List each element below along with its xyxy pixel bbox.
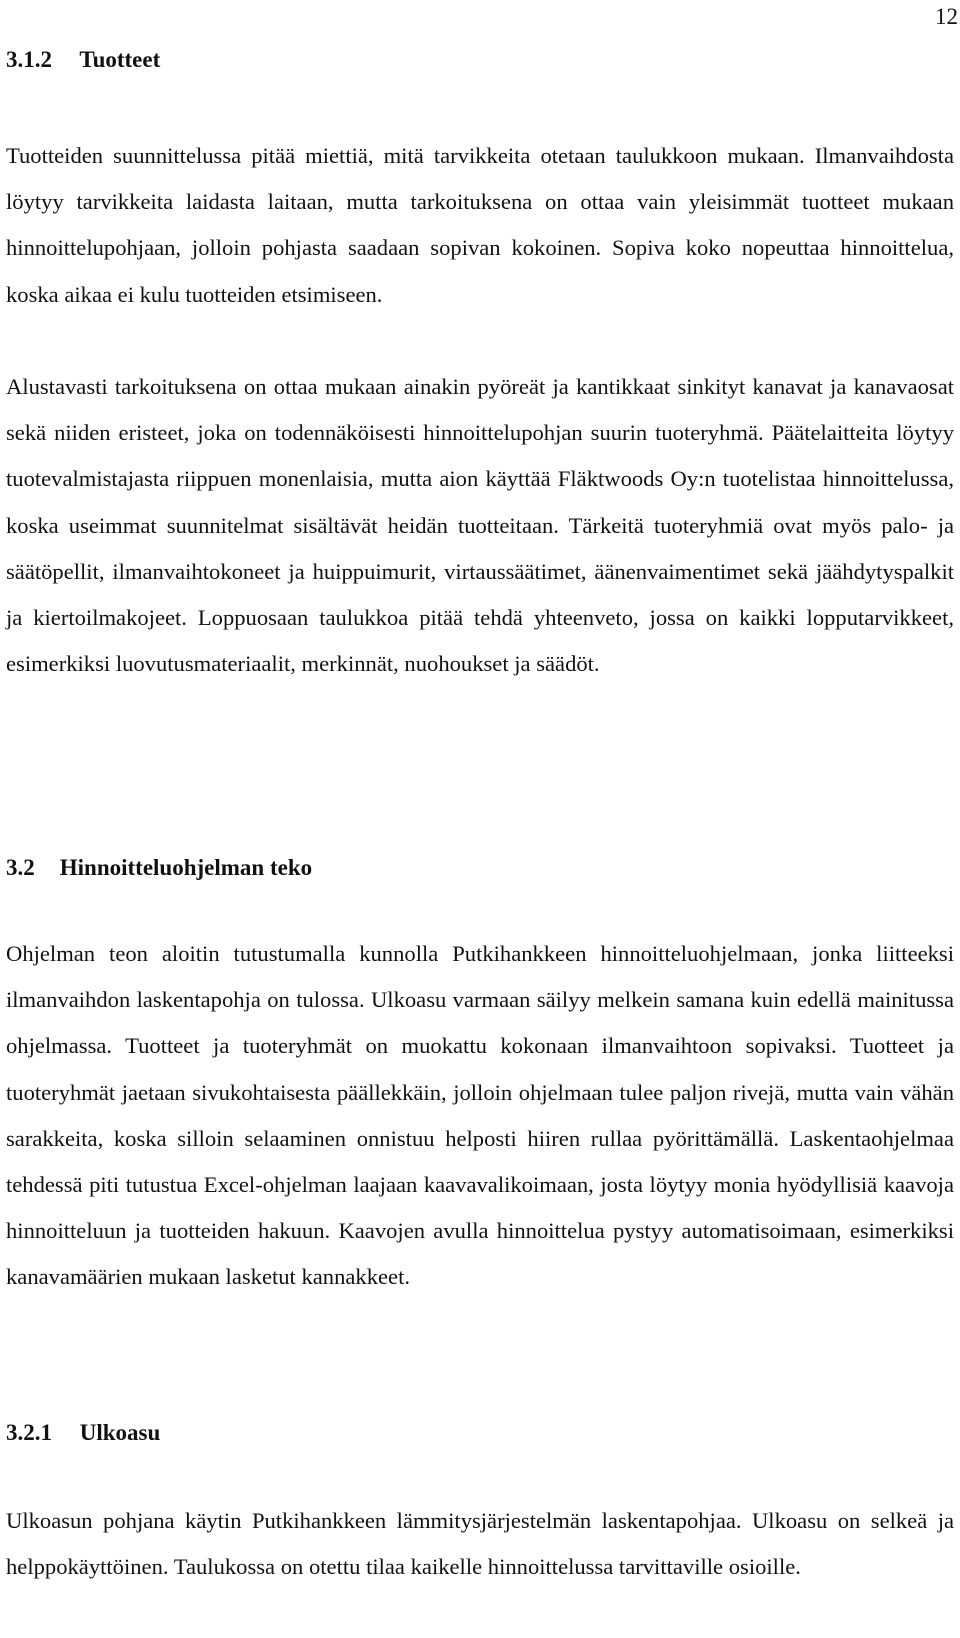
paragraph-tuotteet-2: Alustavasti tarkoituksena on ottaa mukaan ainakin pyöreät ja kantikkaat sinkityt kanavat ja kanavaosat sekä niiden eristeet, joka on todennäköisesti hinnoittelupohjan suurin tuoteryhmä. Päätelaitteita löytyy tuotevalmistajasta riippuen monenlaisia, mutta aion käyttää Fläktwoods Oy:n tuotelistaa hinnoittelussa, koska useimmat suunnitelmat sisältävät heidän tuotteitaan. Tärkeitä tuoteryhmiä ovat myös palo- ja säätöpellit, ilmanvaihtokoneet ja huippuimurit, virtaussäätimet, äänenvaimentimet sekä jäähdytyspalkit ja kiertoilmakojeet. Loppuosaan taulukkoa pitää tehdä yhteenveto, jossa on kaikki lopputarvikkeet, esimerkiksi luovutusmateriaalit, merkinnät, nuohoukset ja säädöt.: [6, 374, 954, 677]
page-number: 12: [935, 4, 958, 29]
paragraph-tuotteet-1: Tuotteiden suunnittelussa pitää miettiä, mitä tarvikkeita otetaan taulukkoon mukaan. Ilmanvaihdosta löytyy tarvikkeita laidasta laitaan, mutta tarkoituksena on ottaa vain yleisimmät tuotteet mukaan hinnoittelupohjaan, jolloin pohjasta saadaan sopivan kokoinen. Sopiva koko nopeuttaa hinnoittelua, koska aikaa ei kulu tuotteiden etsimiseen.: [6, 143, 954, 307]
section-heading-hinnoitteluohjelman-teko: [6, 853, 312, 883]
section-number: 3.2.1: [6, 1420, 52, 1445]
section-heading-ulkoasu: [6, 1418, 160, 1448]
paragraph-ulkoasu-1: Ulkoasun pohjana käytin Putkihankkeen lämmitysjärjestelmän laskentapohjaa. Ulkoasu on selkeä ja helppokäyttöinen. Taulukossa on otettu tilaa kaikelle hinnoittelussa tarvittaville osioille.: [6, 1508, 954, 1580]
section-title: Ulkoasu: [79, 1420, 161, 1445]
section-number: 3.2: [6, 855, 35, 880]
section-heading-tuotteet: [6, 45, 160, 75]
section-title: Hinnoitteluohjelman teko: [59, 855, 313, 880]
section-number: 3.1.2: [6, 47, 52, 72]
section-title: Tuotteet: [79, 47, 161, 72]
paragraph-hinnoitteluohjelman-teko-1: Ohjelman teon aloitin tutustumalla kunnolla Putkihankkeen hinnoitteluohjelmaan, jonka liitteeksi ilmanvaihdon laskentapohja on tulossa. Ulkoasu varmaan säilyy melkein samana kuin edellä mainitussa ohjelmassa. Tuotteet ja tuoteryhmät on muokattu kokonaan ilmanvaihtoon sopivaksi. Tuotteet ja tuoteryhmät jaetaan sivukohtaisesta päällekkäin, jolloin ohjelmaan tulee paljon rivejä, mutta vain vähän sarakkeita, koska silloin selaaminen onnistuu helposti hiiren rullaa pyörittämällä. Laskentaohjelmaa tehdessä piti tutustua Excel-ohjelman laajaan kaavavalikoimaan, josta löytyy monia hyödyllisiä kaavoja hinnoitteluun ja tuotteiden hakuun. Kaavojen avulla hinnoittelua pystyy automatisoimaan, esimerkiksi kanavamäärien mukaan lasketut kannakkeet.: [6, 941, 954, 1290]
